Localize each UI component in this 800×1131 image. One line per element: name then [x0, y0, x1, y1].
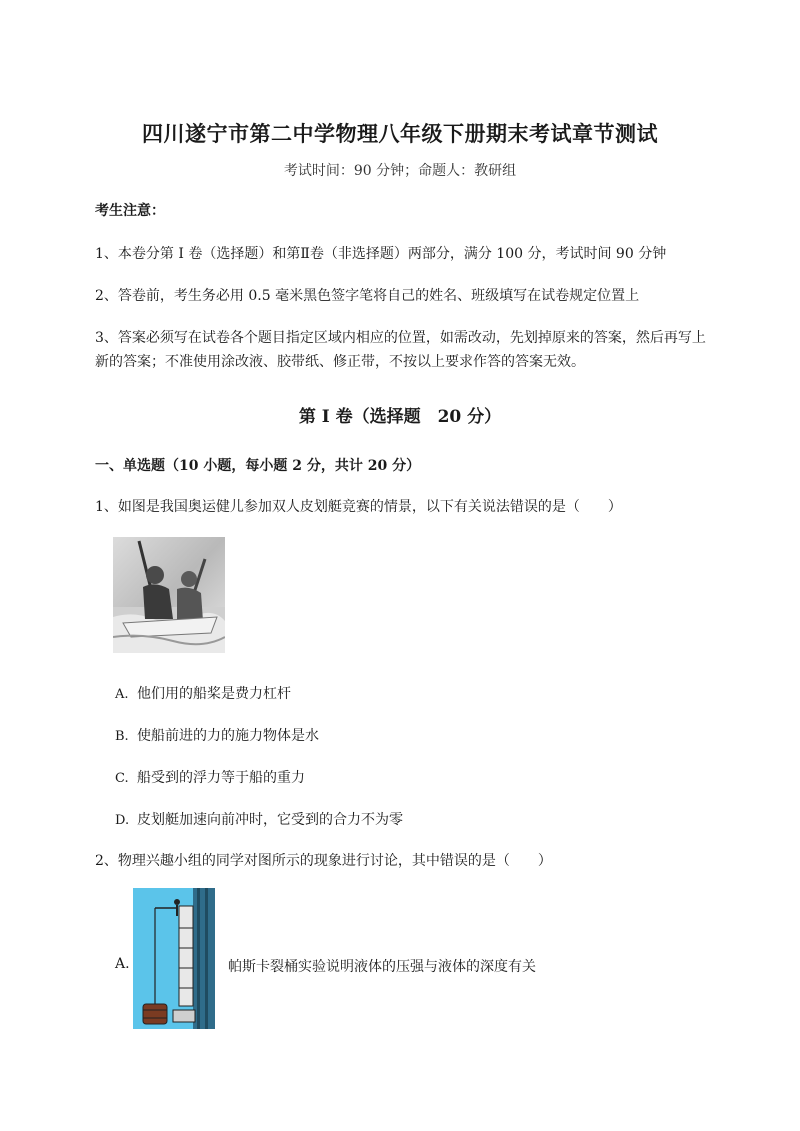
option-1c	[115, 767, 305, 787]
notice-item-1: 1、本卷分第 I 卷（选择题）和第Ⅱ卷（非选择题）两部分，满分 100 分，考试时间 90 分钟	[95, 246, 667, 262]
option-letter: D.	[115, 813, 130, 828]
question-group-heading: 一、单选题（10 小题，每小题 2 分，共计 20 分）	[95, 458, 421, 474]
page-title: 四川遂宁市第二中学物理八年级下册期末考试章节测试	[142, 121, 658, 146]
exam-info: 考试时间：90 分钟；命题人：教研组	[283, 163, 517, 179]
option-letter: B.	[115, 729, 129, 744]
option-text: 皮划艇加速向前冲时，它受到的合力不为零	[137, 812, 403, 828]
option-1b	[115, 725, 319, 745]
section-title: 第 I 卷（选择题 20 分）	[298, 407, 502, 427]
notice-item-3: 3、答案必须写在试卷各个题目指定区域内相应的位置，如需改动，先划掉原来的答案，然后再写上新的答案；不准使用涂改液、胶带纸、修正带，不按以上要求作答的答案无效。	[95, 330, 706, 370]
option-letter: A.	[115, 956, 130, 972]
option-letter: A.	[115, 687, 129, 702]
option-1a	[115, 683, 291, 703]
option-text: 船受到的浮力等于船的重力	[137, 770, 305, 786]
question-1-stem: 1、如图是我国奥运健儿参加双人皮划艇竞赛的情景，以下有关说法错误的是（ ）	[95, 499, 622, 515]
option-letter: C.	[115, 771, 129, 786]
pascal-barrel-figure	[133, 888, 215, 1029]
notice-heading: 考生注意：	[95, 203, 165, 219]
question-2-stem: 2、物理兴趣小组的同学对图所示的现象进行讨论，其中错误的是（ ）	[95, 853, 552, 869]
option-2a-text: 帕斯卡裂桶实验说明液体的压强与液体的深度有关	[228, 959, 536, 975]
option-text: 他们用的船桨是费力杠杆	[137, 686, 291, 702]
option-2a-letter-wrap	[115, 956, 130, 972]
option-1d	[115, 809, 403, 829]
kayak-photo	[113, 537, 225, 653]
notice-item-2: 2、答卷前，考生务必用 0.5 毫米黑色签字笔将自己的姓名、班级填写在试卷规定位置上	[95, 288, 640, 304]
option-text: 使船前进的力的施力物体是水	[137, 728, 319, 744]
